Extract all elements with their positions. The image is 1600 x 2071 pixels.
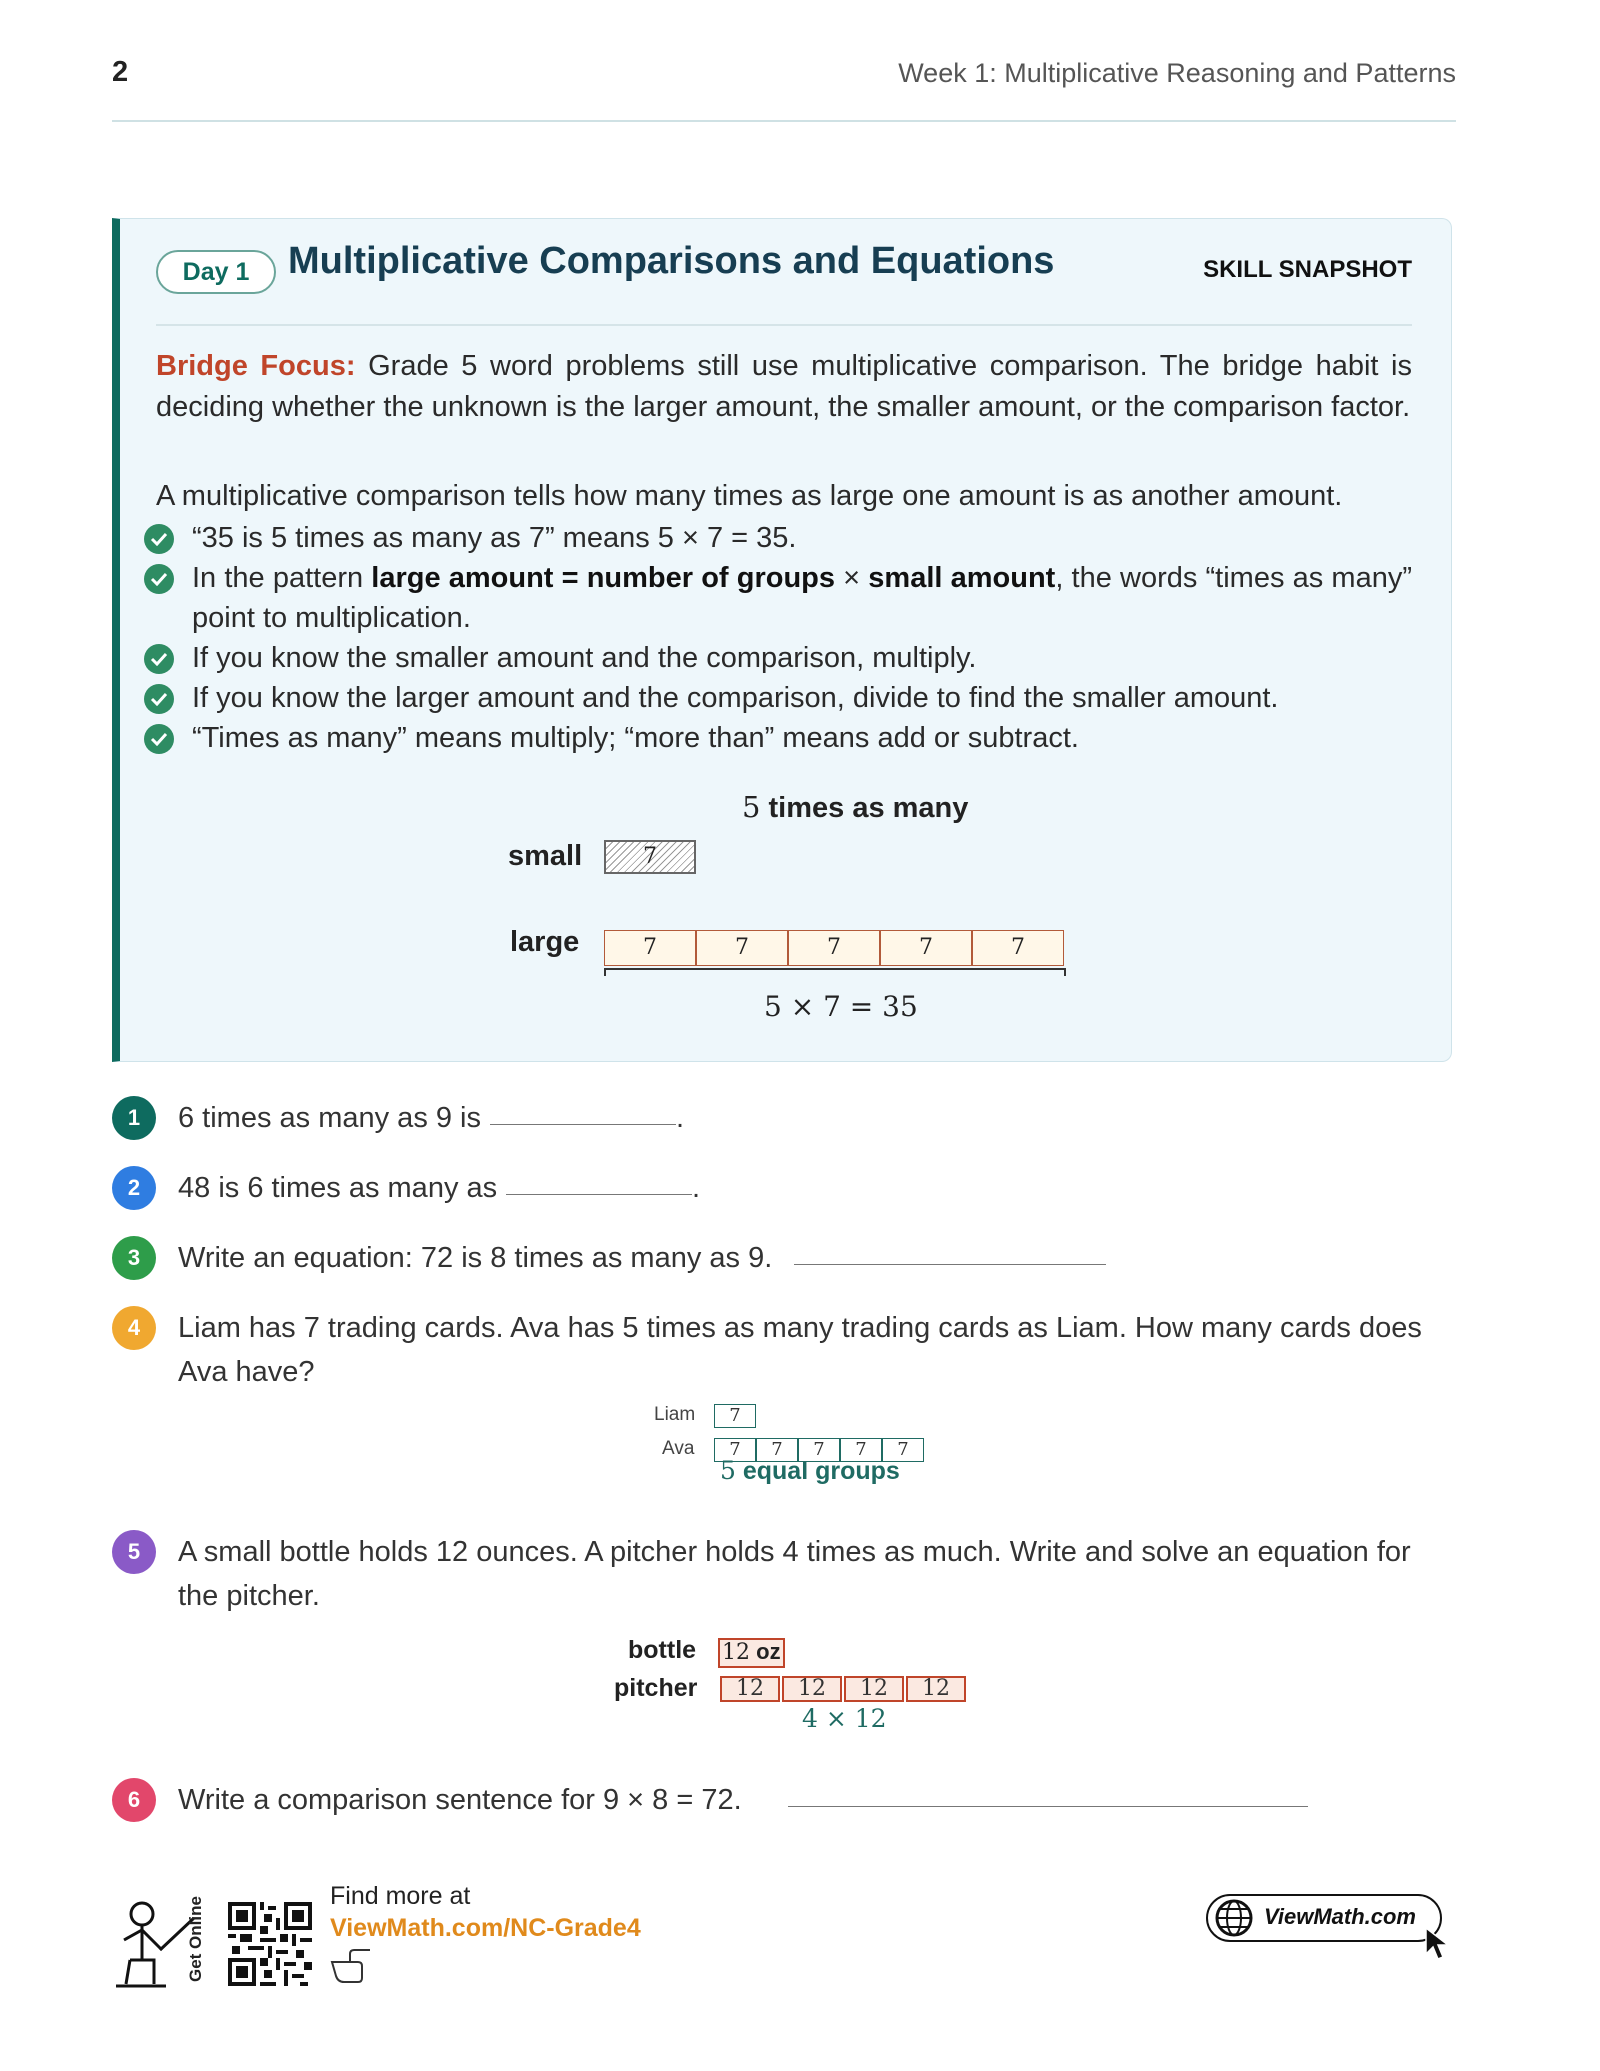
pitcher-caption: 4 × 12 [802,1704,887,1733]
model-label-ava: Ava [662,1438,695,1459]
globe-icon [1214,1898,1254,1943]
snapshot-divider [156,324,1412,326]
check-circle-icon [144,564,174,594]
definition-text: A multiplicative comparison tells how many times as large one amount is as another amount. [156,480,1343,512]
viewmath-badge-text: ViewMath.com [1264,1904,1416,1929]
punctuation: . [692,1172,701,1204]
answer-line[interactable] [490,1124,676,1125]
find-more-text: Find more at [330,1882,471,1910]
pointing-hand-icon [330,1948,388,1989]
bar-large-cell: 7 [604,930,696,966]
lesson-title: Multiplicative Comparisons and Equations [288,240,1055,282]
pitcher-cell: 12 [906,1676,966,1702]
bullet-text: “Times as many” means multiply; “more than” means add or subtract. [192,722,1079,754]
question-number: 3 [112,1236,156,1280]
question-number: 1 [112,1096,156,1140]
model-label-pitcher: pitcher [614,1674,698,1702]
check-circle-icon [144,724,174,754]
check-circle-icon [144,524,174,554]
cursor-arrow-icon [1424,1926,1454,1967]
bar-large-cell: 7 [696,930,788,966]
check-circle-icon [144,684,174,714]
punctuation: . [676,1102,685,1134]
bar-model-equation: 5 × 7 = 35 [764,990,918,1023]
ava-cell: 7 [756,1438,798,1462]
bar-small-label: small [508,840,583,872]
bottle-cell: 12 oz [718,1638,785,1668]
model-label-liam: Liam [654,1404,696,1425]
question-text: Liam has 7 trading cards. Ava has 5 times as many trading cards as Liam. How many cards does Ava have? [178,1312,1422,1388]
bridge-focus-text: Grade 5 word problems still use multiplicative comparison. The bridge habit is deciding whether the unknown is the larger amount, the smaller amount, or the comparison factor. [156,350,1412,423]
answer-line[interactable] [506,1194,692,1195]
question-number: 4 [112,1306,156,1350]
running-head: Week 1: Multiplicative Reasoning and Patterns [898,58,1456,88]
bullet-item [144,678,1412,718]
get-online-label: Get Online [186,1896,205,1982]
bullet-item [144,518,1412,558]
answer-line[interactable] [794,1264,1106,1265]
bar-large-cell: 7 [880,930,972,966]
bridge-focus [156,346,1412,428]
bullet-item [144,718,1412,758]
day-badge: Day 1 [156,250,276,294]
resource-link[interactable]: ViewMath.com/NC-Grade4 [330,1914,641,1942]
bullet-text: If you know the larger amount and the comparison, divide to find the smaller amount. [192,682,1279,714]
question-text: A small bottle holds 12 ounces. A pitcher holds 4 times as much. Write and solve an equation for the pitcher. [178,1536,1411,1612]
liam-cell: 7 [714,1404,756,1428]
bridge-focus-label: Bridge Focus: [156,350,356,382]
pitcher-cell: 12 [844,1676,904,1702]
pitcher-cell: 12 [720,1676,780,1702]
answer-line[interactable] [788,1806,1308,1807]
question-text: 48 is 6 times as many as [178,1172,498,1204]
bar-bracket [604,968,1066,976]
bullet-item [144,558,1412,638]
question-text: 6 times as many as 9 is [178,1102,481,1134]
question-text: Write an equation: 72 is 8 times as many as 9. [178,1242,773,1274]
ava-cell: 7 [714,1438,756,1462]
bar-large-label: large [510,926,580,958]
question-number: 2 [112,1166,156,1210]
question-number: 5 [112,1530,156,1574]
check-circle-icon [144,644,174,674]
bullet-text: In the pattern large amount = number of groups × small amount, the words “times as many” point to multiplication. [192,562,1412,634]
bullet-text: If you know the smaller amount and the comparison, multiply. [192,642,977,674]
bar-large-cell: 7 [972,930,1064,966]
qr-code-icon[interactable] [228,1902,312,1986]
header-divider [112,120,1456,122]
bar-small-cell: 7 [604,840,696,874]
model-label-bottle: bottle [628,1636,697,1664]
bar-large-cell: 7 [788,930,880,966]
ava-cell: 7 [882,1438,924,1462]
bullet-item [144,638,1412,678]
bar-model-caption: 5 times as many [742,790,969,824]
pitcher-cell: 12 [782,1676,842,1702]
question-number: 6 [112,1778,156,1822]
bullet-text: “35 is 5 times as many as 7” means 5 × 7 = 35. [192,522,797,554]
question-text: Write a comparison sentence for 9 × 8 = 72. [178,1784,742,1816]
skill-snapshot-label: SKILL SNAPSHOT [1203,256,1412,283]
ava-cell: 7 [798,1438,840,1462]
page-number: 2 [112,56,129,88]
groups-caption: 5 equal groups [720,1456,900,1485]
ava-cell: 7 [840,1438,882,1462]
